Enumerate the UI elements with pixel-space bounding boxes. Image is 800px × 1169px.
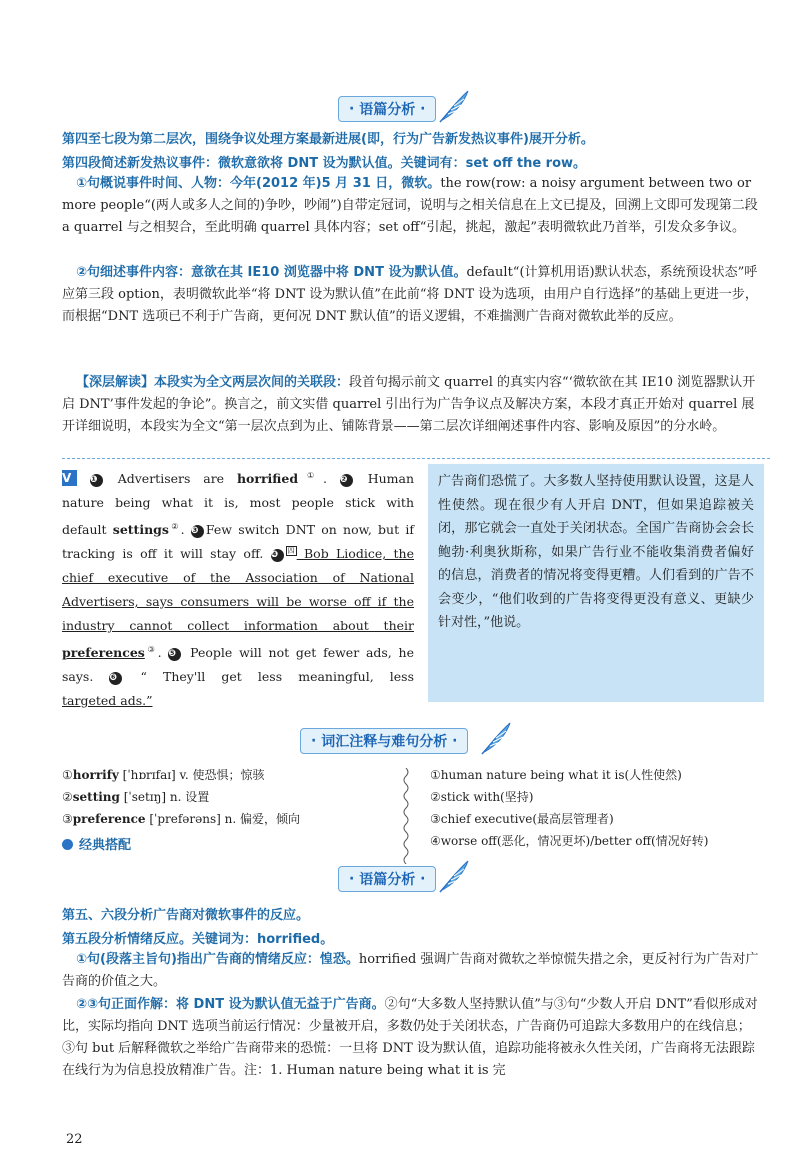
- vocab-word: preferences: [62, 645, 145, 660]
- sentence-number: ❷: [340, 474, 353, 487]
- sentence-number: ❶: [90, 474, 103, 487]
- feather-pen-icon: [436, 858, 472, 894]
- paragraph-summary-heading: 第四段简述新发热议事件：微软意欲将 DNT 设为默认值。关键词有：set off the row。: [62, 156, 587, 171]
- analysis-paragraph-1: [62, 949, 762, 993]
- passage-line: V ❶ Advertisers are horrified①. ❷ Human: [62, 471, 415, 486]
- vocab-entry: ③preference [ˈprefərəns] n. 偏爱，倾向: [62, 812, 300, 826]
- sentence-number: ❻: [109, 672, 122, 685]
- badge-label: 词汇注释与难句分析: [321, 734, 448, 750]
- section-badge-vocab: · 词汇注释与难句分析 ·: [300, 728, 468, 754]
- analysis-text: 段首句揭示前文 quarrel 的真实内容“‘微软欲在其 IE10 浏览器默认开启 DNT’事件发起的争论”。换言之，前文实借 quarrel 引出行为广告争议点及解决方案，本段才真正开始对 quarrel 展开详细说明，本段实为全文“第一层次点到为止、铺陈背景——第二层次详细阐述事件内容、影响及原因”的分水岭。: [62, 375, 756, 434]
- chinese-translation-box: 广告商们恐慌了。大多数人坚持使用默认设置，这是人性使然。现在很少有人开启 DNT，但如果追踪被关闭，那它就会一直处于关闭状态。全国广告商协会会长鲍勃·利奥狄斯称，如果广告行业不能收集消费者偏好的信息，消费者的情况将变得更糟。人们看到的广告不会变少，“他们收到的广告将变得更没有意义、更缺少针对性，”他说。: [428, 464, 764, 702]
- paragraph-summary-heading: 第五段分析情绪反应。关键词为：horrified。: [62, 932, 334, 947]
- phrase-entry: ④worse off(恶化，情况更坏)/better off(情况好转): [430, 834, 709, 848]
- wavy-divider: [402, 768, 410, 864]
- paragraph-number-badge: V: [62, 470, 77, 486]
- passage-line: says. ❻ “ They'll get less meaningful, less: [62, 669, 414, 684]
- analysis-text: ②句“大多数人坚持默认值”与③句“少数人开启 DNT”看似形成对比，实际均指向 DNT 选项当前运行情况：少量被开启，多数仍处于关闭状态，广告商仍可追踪大多数用户的在线信息；③句 but 后解释微软之举给广告商带来的恐慌：一旦将 DNT 设为默认值，追踪功能将被永久性关闭，广告商将无法跟踪在线行为为信息投放精准广告。注：1. Human nature being what it is 完: [62, 997, 758, 1078]
- feather-pen-icon: [436, 88, 472, 124]
- badge-label: 语篇分析: [359, 872, 416, 888]
- sentence-number: ❸: [191, 525, 204, 538]
- passage-line: preferences③. ❺ People will not get fewer ads, he: [62, 645, 414, 660]
- analysis-paragraph-2: [62, 262, 762, 328]
- section-heading: 第五、六段分析广告商对微软事件的反应。: [62, 908, 310, 923]
- passage-line: default settings②. ❸ Few switch DNT on now, but if: [62, 522, 414, 537]
- passage-line-underlined: industry cannot collect information about their: [62, 618, 414, 633]
- passage-line-last: targeted ads.”: [62, 693, 153, 708]
- bullet-dot-icon: [62, 839, 73, 850]
- analysis-lead: ①句概说事件时间、人物：今年(2012 年)5 月 31 日，微软。: [76, 176, 441, 191]
- passage-line-underlined: chief executive of the Association of National: [62, 570, 414, 585]
- analysis-lead: ②句细述事件内容：意欲在其 IE10 浏览器中将 DNT 设为默认值。: [76, 265, 467, 280]
- section-divider: [62, 458, 770, 459]
- phrase-entry: ②stick with(坚持): [430, 790, 534, 804]
- vocab-word: settings: [112, 522, 169, 537]
- section-heading: 第四至七段为第二层次，围绕争议处理方案最新进展(即，行为广告新发热议事件)展开分析。: [62, 132, 594, 147]
- analysis-lead: ②③句正面作解：将 DNT 设为默认值无益于广告商。: [76, 997, 385, 1012]
- vocab-word: horrified: [236, 471, 299, 486]
- phrase-entry: ①human nature being what it is(人性使然): [430, 768, 682, 782]
- section-badge-text-analysis: · 语篇分析 ·: [338, 866, 436, 892]
- analysis-paragraph-2: [62, 994, 762, 1082]
- vocab-list: [62, 764, 300, 830]
- phrase-entry: ③chief executive(最高层管理者): [430, 812, 614, 826]
- analysis-text: horrified 强调广告商对微软之举惊慌失措之余，更反衬行为广告对广告商的价值之大。: [62, 952, 759, 989]
- vocab-entry: ①horrify [ˈhɒrɪfaɪ] v. 使恐惧；惊骇: [62, 768, 265, 782]
- badge-label: 语篇分析: [359, 102, 416, 118]
- analysis-paragraph-1: [62, 173, 762, 239]
- analysis-lead: ①句(段落主旨句)指出广告商的情绪反应：惶恐。: [76, 952, 359, 967]
- collocation-heading: 经典搭配: [62, 834, 131, 857]
- deep-reading-lead: 【深层解读】本段实为全文两层次间的关联段：: [76, 375, 350, 390]
- passage-line-underlined: Advertisers, says consumers will be worse off if the: [62, 594, 414, 609]
- sentence-number: ❺: [168, 648, 181, 661]
- phrase-list: [430, 764, 708, 852]
- section-badge-text-analysis: · 语篇分析 ·: [338, 96, 436, 122]
- sentence-number: ❹: [271, 549, 284, 562]
- vocab-entry: ②setting [ˈsetɪŋ] n. 设置: [62, 790, 210, 804]
- passage-line: tracking is off it will stay off. ❹ 四 Bob Liodice, the: [62, 546, 414, 561]
- feather-pen-icon: [478, 720, 514, 756]
- analysis-text: the row(row: a noisy argument between two or more people“(两人或多人之间的)争吵，吵闹”)自带定冠词，说明与之相关信息在上文已提及，回溯上文即可发现第二段 a quarrel 与之相契合，至此明确 quarrel 具体内容；set off“引起，挑起，激起”表明微软此乃首举，引发众多争议。: [62, 176, 758, 235]
- page-number: 22: [66, 1132, 83, 1147]
- deep-reading-paragraph: [62, 372, 762, 438]
- difficult-sentence-mark: 四: [287, 547, 295, 555]
- analysis-text: default“(计算机用语)默认状态，系统预设状态”呼应第三段 option，表明微软此举“将 DNT 设为默认值”在此前“将 DNT 设为选项，由用户自行选择”的基础上更进一步，而根据“DNT 选项已不利于广告商，更何况 DNT 默认值”的语义逻辑，不难揣测广告商对微软此举的反应。: [62, 265, 758, 324]
- passage-line: nature being what it is, most people stick with: [62, 495, 414, 510]
- english-passage: [62, 464, 414, 713]
